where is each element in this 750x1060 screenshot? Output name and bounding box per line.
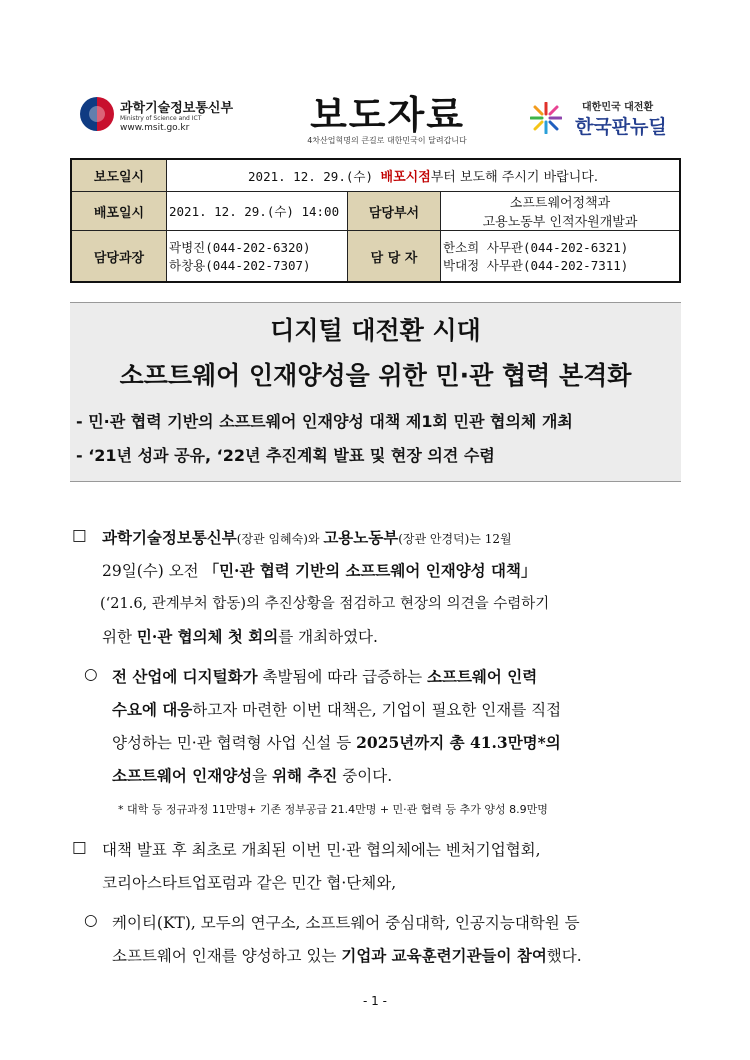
text-span: 위해 추진 — [272, 766, 338, 785]
new-deal-title: 한국판뉴딜 — [575, 116, 667, 138]
paragraph-3-line-2: 코리아스타트업포럼과 같은 민간 협·단체와, — [102, 874, 397, 892]
department-line: 고용노동부 인적자원개발과 — [482, 215, 638, 230]
org-msit: 과학기술정보통신부 — [102, 528, 237, 547]
text-span: 소프트웨어 인력 — [427, 667, 538, 686]
text-span: 을 — [252, 767, 273, 785]
paragraph-3-bullet: □ — [72, 838, 87, 856]
paragraph-3-line-1: 대책 발표 후 최초로 개최된 이번 민·관 협의체에는 벤처기업협회, — [102, 841, 541, 859]
new-deal-subtitle: 대한민국 대전환 — [582, 102, 654, 113]
text-span: 양성하는 민·관 협력형 사업 신설 등 — [112, 734, 357, 752]
ministry-url: www.msit.go.kr — [120, 123, 190, 133]
minister-msit: (장관 임혜숙)와 — [236, 532, 324, 546]
policy-name: 「민·관 협력 기반의 소프트웨어 인재양성 대책」 — [203, 561, 537, 580]
staff-contact: 박대정 사무관(044-202-7311) — [443, 258, 629, 273]
staff-label: 담 당 자 — [348, 231, 441, 283]
release-label: 보도일시 — [71, 159, 167, 192]
footnote: * 대학 등 정규과정 11만명+ 기존 정부공급 21.4만명 + 민·관 협력 등 추가 양성 8.9만명 — [118, 803, 548, 816]
text-span: 수요에 대응 — [112, 700, 193, 719]
text-span: 촉발됨에 따라 급증하는 — [257, 668, 428, 686]
paragraph-2-bullet: ○ — [84, 665, 98, 683]
department-line: 소프트웨어정책과 — [509, 196, 611, 211]
release-row — [71, 159, 680, 192]
paragraph-4-line-2 — [112, 944, 582, 966]
paragraph-1-line-3: (‘21.6, 관계부처 합동)의 추진상황을 점검하고 현장의 의견을 수렴하기 — [100, 596, 550, 612]
department-label: 담당부서 — [348, 192, 441, 231]
first-council-meeting: 민·관 협의체 첫 회의 — [136, 627, 279, 646]
release-date: 2021. 12. 29.(수) — [248, 169, 381, 184]
paragraph-2-line-3 — [112, 731, 561, 753]
text-span: 를 개최하였다. — [278, 628, 378, 646]
distribution-value: 2021. 12. 29.(수) 14:00 — [167, 192, 348, 231]
paragraph-1-bullet: □ — [72, 526, 87, 544]
director-label: 담당과장 — [71, 231, 167, 283]
doc-title: 보도자료 — [310, 93, 465, 137]
release-value — [167, 159, 681, 192]
text-span: 위한 — [102, 628, 137, 646]
paragraph-1-line-1 — [102, 526, 512, 548]
ministry-english-name: Ministry of Science and ICT — [120, 115, 202, 122]
release-info-table — [70, 158, 681, 283]
director-contact: 곽병진(044-202-6320) — [169, 240, 311, 255]
staff-value — [441, 231, 681, 283]
distribution-row — [71, 192, 680, 231]
distribution-label: 배포일시 — [71, 192, 167, 231]
paragraph-1-line-2 — [102, 559, 536, 581]
release-embargo: 배포시점 — [380, 170, 431, 185]
headline-line-2: 소프트웨어 인재양성을 위한 민·관 협력 본격화 — [119, 361, 632, 390]
paragraph-1-line-4 — [102, 625, 378, 647]
msit-logo — [80, 95, 295, 135]
paragraph-2-line-4 — [112, 764, 392, 786]
new-deal-star-icon — [530, 102, 562, 134]
taegeuk-emblem-icon — [80, 97, 114, 131]
page-number: - 1 - — [363, 994, 387, 1008]
department-value — [441, 192, 681, 231]
paragraph-2-line-1 — [112, 665, 537, 687]
subheadline-2: - ‘21년 성과 공유, ‘22년 추진계획 발표 및 현장 의견 수렴 — [76, 446, 495, 465]
director-contact: 하창용(044-202-7307) — [169, 258, 311, 273]
paragraph-4-bullet: ○ — [84, 911, 98, 929]
text-span: 중이다. — [337, 767, 393, 785]
headline-box — [70, 302, 681, 482]
director-value — [167, 231, 348, 283]
release-tail: 부터 보도해 주시기 바랍니다. — [430, 170, 598, 185]
subheadline-1: - 민·관 협력 기반의 소프트웨어 인재양성 대책 제1회 민관 협의체 개최 — [76, 412, 573, 431]
text-span: 하고자 마련한 이번 대책은, 기업이 필요한 인재를 직접 — [192, 701, 562, 719]
text-span: 전 산업에 디지털화가 — [112, 667, 258, 686]
participants: 기업과 교육훈련기관들이 참여 — [341, 946, 547, 965]
korean-new-deal-logo — [530, 98, 690, 138]
contact-row — [71, 231, 680, 283]
doc-slogan: 4차산업혁명의 큰길로 대한민국이 달려갑니다 — [307, 136, 467, 145]
ministry-name: 과학기술정보통신부 — [120, 101, 234, 116]
paragraph-4-line-1: 케이티(KT), 모두의 연구소, 소프트웨어 중심대학, 인공지능대학원 등 — [112, 914, 580, 932]
text-span: 소프트웨어 인재양성 — [112, 766, 253, 785]
meeting-date: 29일(수) 오전 — [102, 562, 204, 580]
headline-line-1: 디지털 대전환 시대 — [270, 316, 481, 345]
paragraph-2-line-2 — [112, 698, 561, 720]
staff-contact: 한소희 사무관(044-202-6321) — [443, 240, 629, 255]
text-span: 했다. — [546, 947, 582, 965]
text-span: 소프트웨어 인재를 양성하고 있는 — [112, 947, 342, 965]
org-moel: 고용노동부 — [323, 528, 399, 547]
minister-moel: (장관 안경덕)는 12월 — [398, 532, 512, 546]
target-figure: 2025년까지 총 41.3만명*의 — [356, 733, 561, 752]
